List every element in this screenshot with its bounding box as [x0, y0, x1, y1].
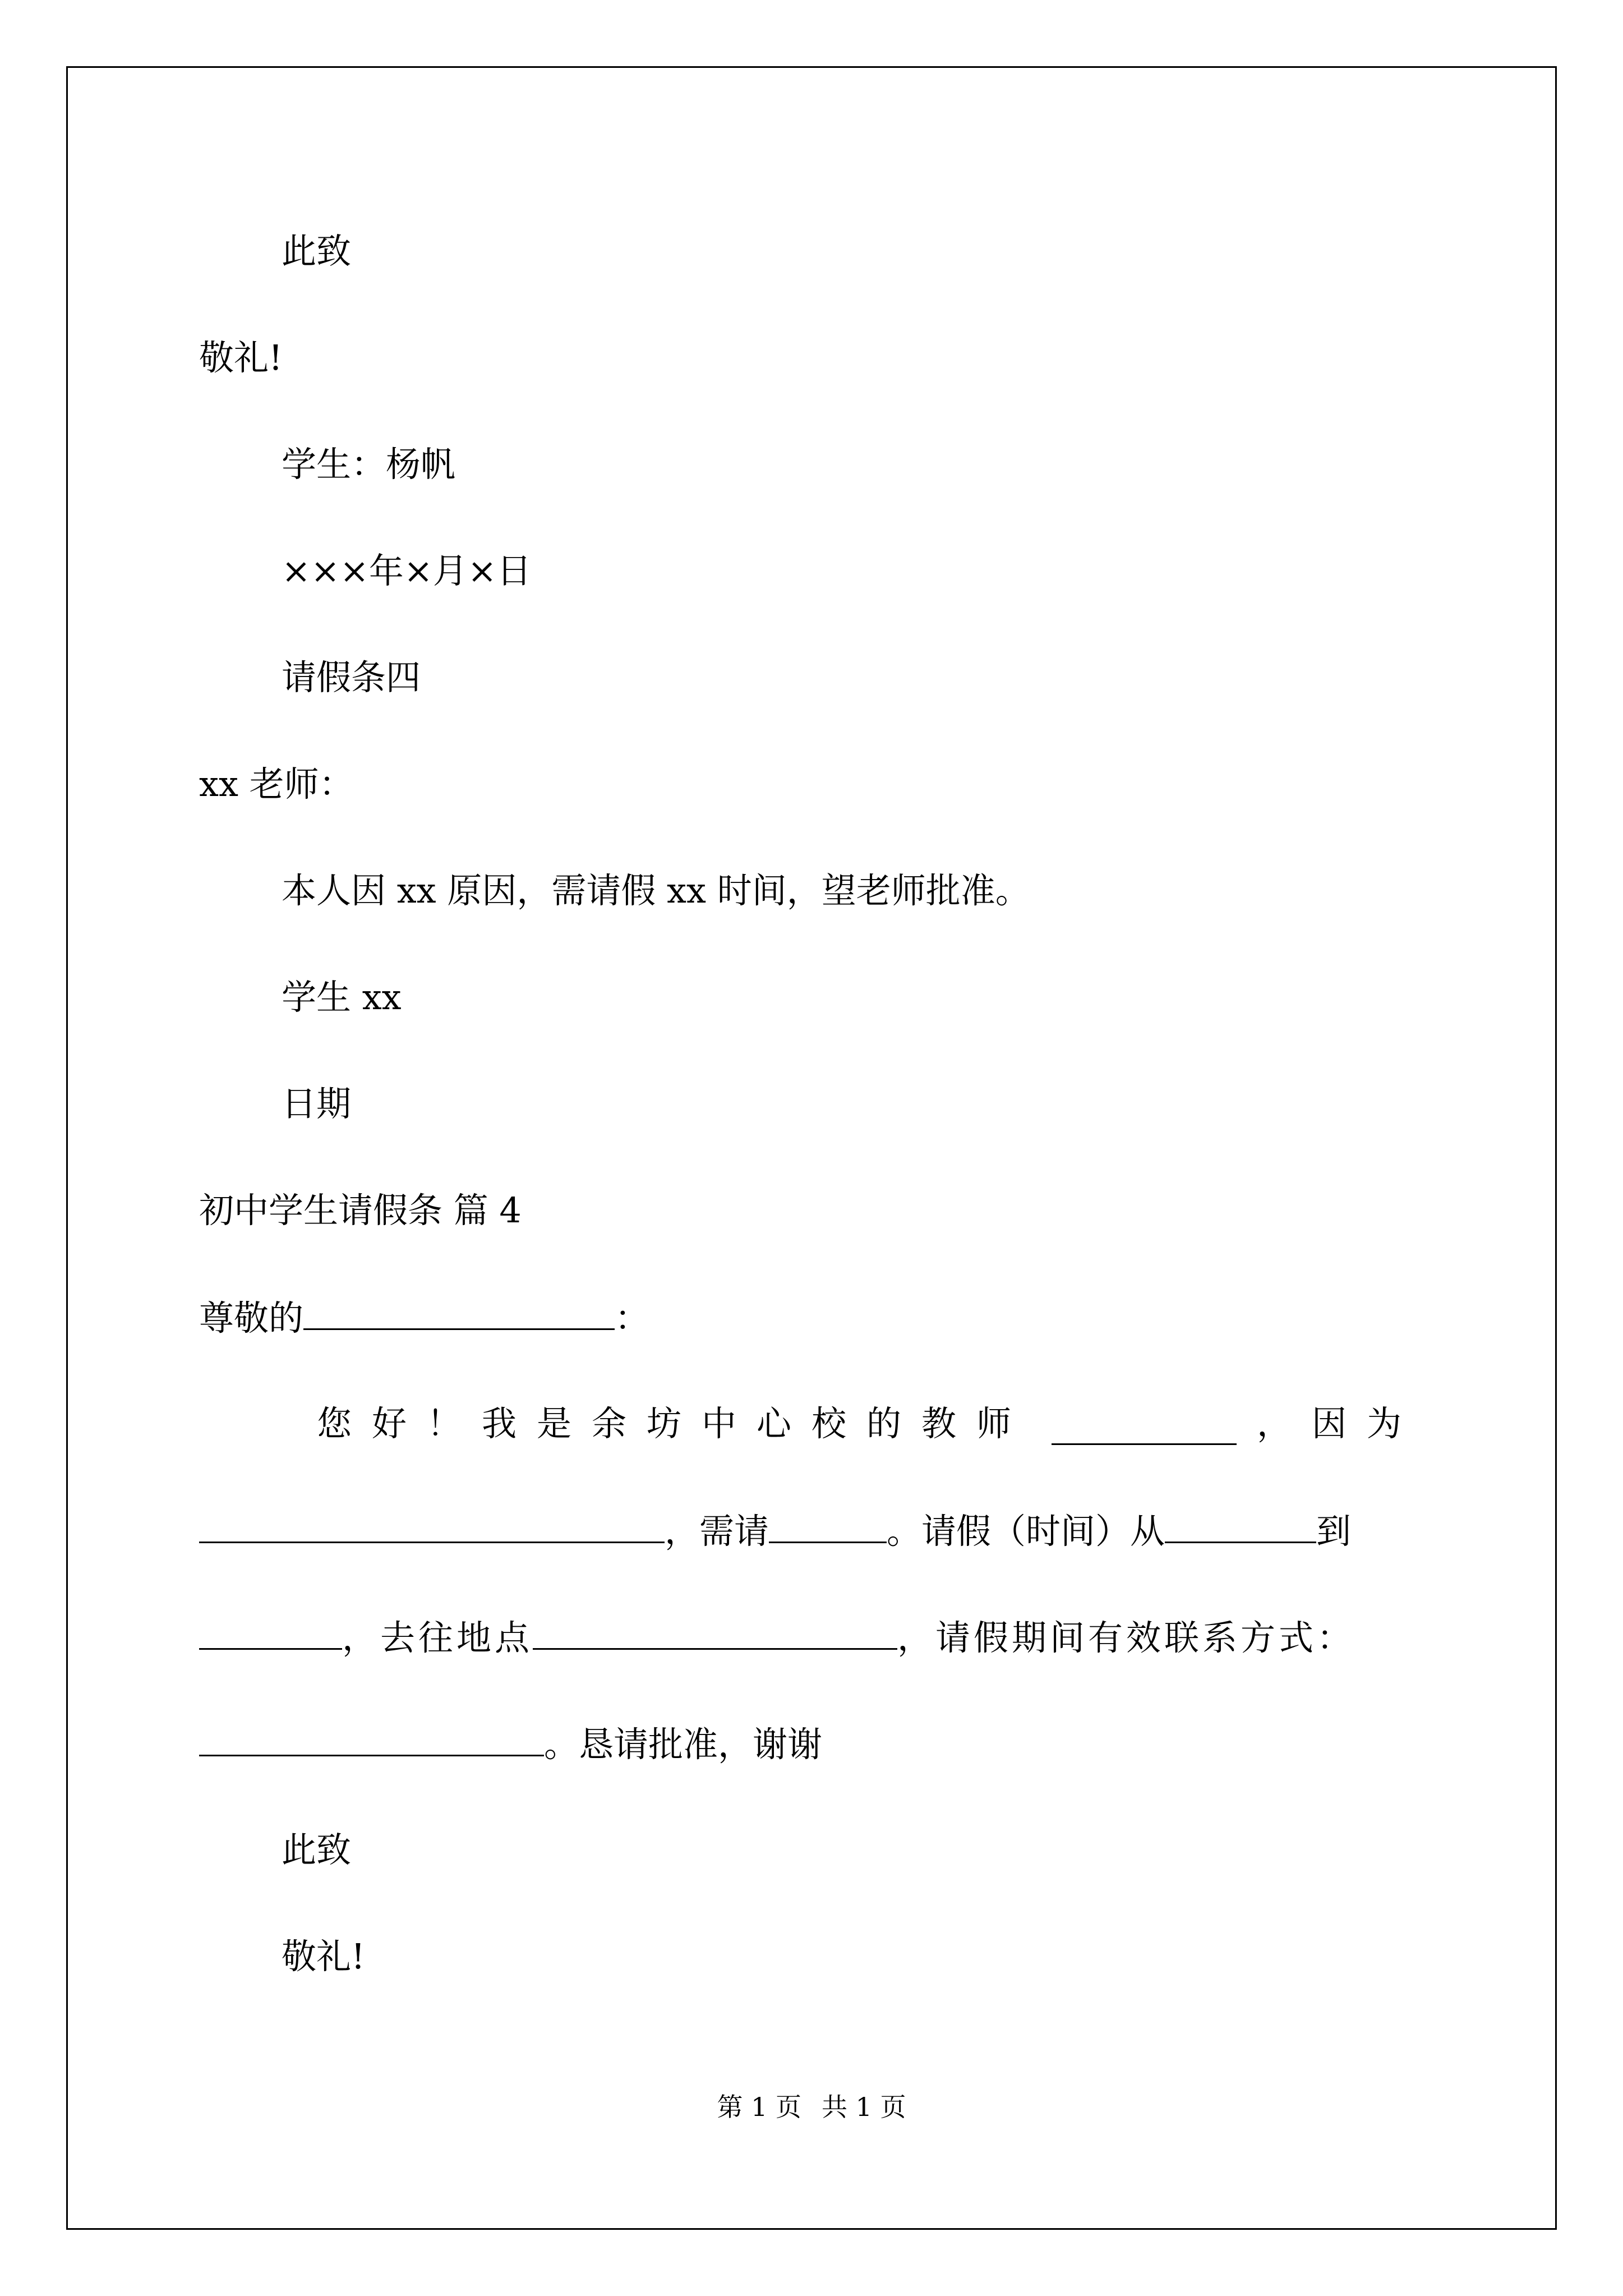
reason-blank[interactable] [199, 1509, 665, 1543]
teacher-name-blank[interactable] [1052, 1411, 1237, 1445]
contact-text: ，请假期间有效联系方式： [897, 1617, 1355, 1658]
recipient-line [199, 1296, 649, 1340]
page-total: 共 1 页 [822, 2092, 906, 2122]
recipient-suffix: ： [615, 1297, 650, 1338]
section-title-four: 请假条四 [282, 657, 421, 698]
recipient-blank[interactable] [303, 1296, 615, 1330]
destination-line [199, 1616, 1355, 1659]
approval-text: 。恳请批准，谢谢 [544, 1724, 823, 1765]
end-time-blank[interactable] [199, 1616, 342, 1650]
need-text: ，需请 [665, 1511, 769, 1552]
student-signature: 学生：杨帆 [282, 444, 456, 485]
greeting-teacher: xx 老师： [199, 763, 354, 804]
intro-line [199, 1402, 1422, 1445]
reason-lead: 因为 [1311, 1403, 1422, 1444]
contact-blank[interactable] [199, 1722, 544, 1756]
intro-text: 您好！我是余坊中心校的教师 [317, 1403, 1032, 1444]
date-label: 日期 [282, 1083, 352, 1124]
student-name: 学生 xx [282, 977, 402, 1018]
to-text: 到 [1316, 1511, 1352, 1552]
closing-regards: 敬礼! [199, 337, 283, 378]
signature-date: ×××年×月×日 [282, 550, 532, 591]
contact-line [199, 1722, 822, 1766]
leave-type-blank[interactable] [769, 1509, 887, 1543]
intro-comma: ， [1256, 1403, 1292, 1444]
destination-text: ，去往地点 [342, 1617, 533, 1658]
closing-salutation-2: 此致 [282, 1829, 352, 1870]
article-heading: 初中学生请假条 篇 4 [199, 1190, 522, 1231]
page-border [66, 66, 1557, 2230]
start-time-blank[interactable] [1165, 1509, 1316, 1543]
closing-salutation: 此致 [282, 231, 352, 272]
leave-duration-line [199, 1509, 1351, 1553]
page-number: 第 1 页 [717, 2092, 801, 2122]
destination-blank[interactable] [533, 1616, 897, 1650]
request-body: 本人因 xx 原因，需请假 xx 时间，望老师批准。 [282, 870, 1030, 911]
page-footer [0, 2091, 1623, 2123]
closing-regards-2: 敬礼! [282, 1936, 365, 1977]
recipient-prefix: 尊敬的 [199, 1297, 304, 1338]
time-from-text: 。请假（时间）从 [887, 1511, 1165, 1552]
